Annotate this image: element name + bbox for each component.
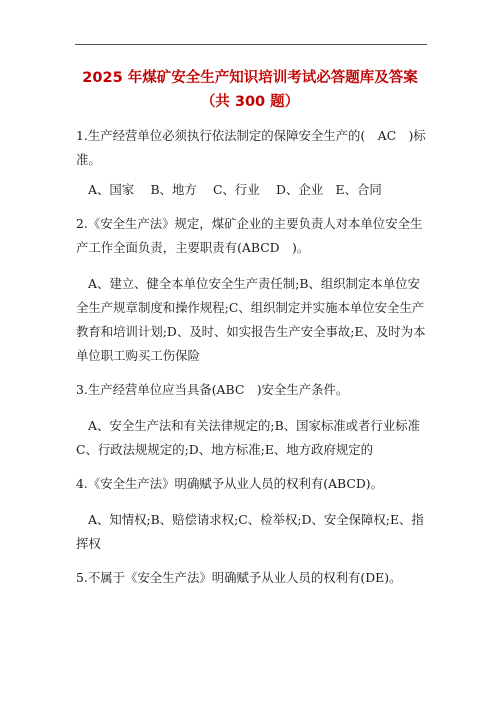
question-2-options: A、建立、健全本单位安全生产责任制;B、组织制定本单位安全生产规章制度和操作规程;C、组织制定并实施本单位安全生产教育和培训计划;D、及时、如实报告生产安全事故;E、及时为本单位职工购买工伤保险 bbox=[76, 276, 426, 363]
question-3-options: A、安全生产法和有关法律规定的;B、国家标准或者行业标准C、行政法规规定的;D、地方标准;E、地方政府规定的 bbox=[76, 418, 420, 457]
question-5: 5.不属于《安全生产法》明确赋予从业人员的权利有(DE)。 bbox=[76, 570, 402, 585]
question-4-options: A、知情权;B、赔偿请求权;C、检举权;D、安全保障权;E、指挥权 bbox=[76, 512, 424, 551]
title-line-2: （共 300 题） bbox=[200, 94, 300, 110]
header-rule bbox=[75, 44, 427, 45]
question-3: 3.生产经营单位应当具备(ABC )安全生产条件。 bbox=[76, 382, 349, 397]
document-title bbox=[60, 66, 440, 114]
question-4: 4.《安全生产法》明确赋予从业人员的权利有(ABCD)。 bbox=[76, 476, 384, 491]
title-line-1: 2025 年煤矿安全生产知识培训考试必答题库及答案 bbox=[82, 70, 418, 86]
question-list bbox=[76, 124, 428, 590]
question-1-options: A、国家 B、地方 C、行业 D、企业 E、合同 bbox=[88, 182, 382, 197]
question-1: 1.生产经营单位必须执行依法制定的保障安全生产的( AC )标准。 bbox=[76, 128, 426, 167]
question-2: 2.《安全生产法》规定，煤矿企业的主要负责人对本单位安全生产工作全面负责，主要职责有(ABCD )。 bbox=[76, 216, 423, 255]
